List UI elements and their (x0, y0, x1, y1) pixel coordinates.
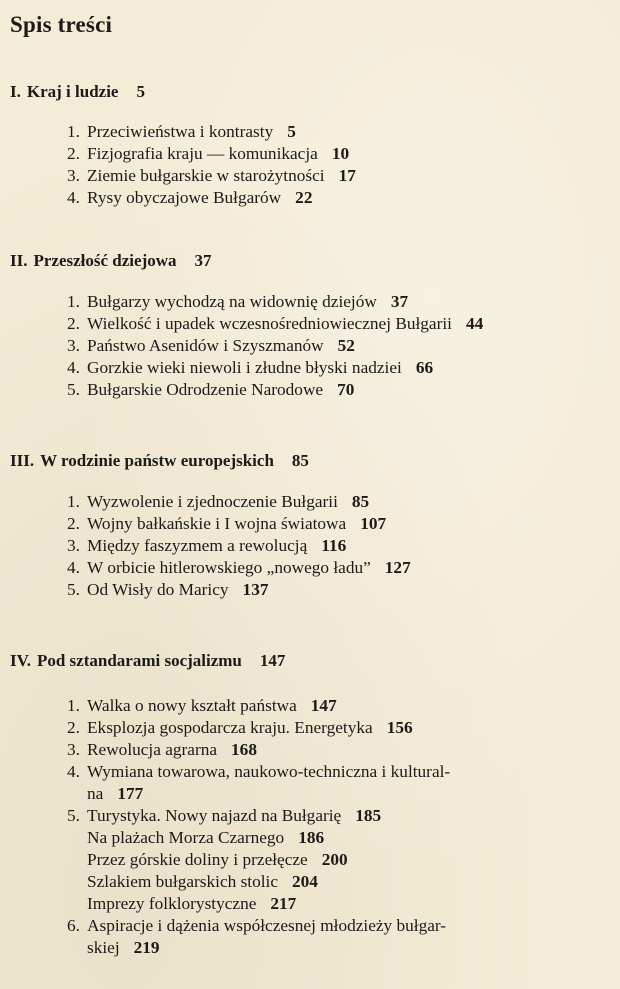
entry-page: 147 (310, 696, 337, 715)
entry-page: 70 (337, 380, 355, 399)
entry-number: 1. (67, 492, 80, 511)
entry-number: 3. (67, 336, 80, 355)
toc-subentry (67, 827, 450, 849)
part-page: 37 (194, 251, 212, 270)
entry-page: 44 (465, 314, 484, 333)
toc-entry (67, 491, 411, 513)
part-heading-4 (10, 651, 285, 671)
toc-title: Spis treści (10, 12, 113, 37)
toc-entry (67, 557, 411, 579)
entry-title: Fizjografia kraju — komunikacja (87, 144, 318, 163)
chapter-list-3 (67, 491, 411, 601)
toc-entry (67, 357, 483, 379)
entry-title: Przeciwieństwa i kontrasty (87, 122, 274, 141)
part-heading-3 (10, 451, 309, 471)
toc-entry (67, 579, 411, 601)
entry-title: Walka o nowy kształt państwa (87, 696, 297, 715)
entry-number: 4. (67, 558, 80, 577)
entry-page: 185 (355, 806, 382, 825)
part-number: I. (10, 82, 21, 101)
entry-number: 3. (67, 740, 80, 759)
entry-number: 3. (67, 536, 80, 555)
entry-number: 4. (67, 358, 80, 377)
entry-title: Między faszyzmem a rewolucją (87, 536, 308, 555)
entry-page: 22 (295, 188, 313, 207)
subentry-title: Przez górskie doliny i przełęcze (87, 850, 308, 869)
toc-entry (67, 313, 483, 335)
part-heading-1 (10, 82, 145, 102)
entry-number: 4. (67, 762, 80, 781)
entry-number: 1. (67, 122, 80, 141)
part-number: II. (10, 251, 28, 270)
toc-entry (67, 805, 450, 827)
toc-entry (67, 143, 356, 165)
subentry-page: 204 (292, 872, 318, 891)
entry-page: 37 (390, 292, 409, 311)
entry-title: Aspiracje i dążenia współczesnej młodzieży bułgar- (87, 916, 447, 935)
entry-title: Państwo Asenidów i Szyszmanów (87, 336, 324, 355)
entry-number: 5. (67, 806, 80, 825)
part-page: 85 (291, 451, 309, 470)
subentry-title: Na plażach Morza Czarnego (87, 828, 285, 847)
entry-title: Od Wisły do Maricy (87, 580, 229, 599)
toc-subentry (67, 849, 450, 871)
chapter-list-4 (67, 695, 450, 959)
entry-page: 168 (231, 740, 257, 759)
subentry-title: Imprezy folklorystyczne (87, 894, 257, 913)
entry-number: 3. (67, 166, 80, 185)
entry-page: 177 (117, 784, 144, 803)
entry-title: Wymiana towarowa, naukowo-techniczna i kultural- (87, 762, 451, 781)
entry-title: Turystyka. Nowy najazd na Bułgarię (87, 806, 342, 825)
entry-page: 116 (321, 536, 347, 555)
entry-title: Rewolucja agrarna (87, 740, 218, 759)
toc-entry (67, 739, 450, 761)
toc-subentry (67, 893, 450, 915)
toc-entry (67, 761, 450, 805)
entry-page: 66 (415, 358, 434, 377)
entry-page: 127 (384, 558, 411, 577)
toc-entry (67, 335, 483, 357)
part-page: 5 (136, 82, 145, 101)
entry-number: 1. (67, 292, 80, 311)
entry-number: 5. (67, 380, 80, 399)
entry-page: 219 (133, 938, 160, 957)
part-title: Przeszłość dziejowa (33, 251, 177, 270)
entry-number: 2. (67, 314, 80, 333)
entry-page: 52 (337, 336, 355, 355)
part-page: 147 (259, 651, 286, 670)
toc-entry (67, 513, 411, 535)
entry-number: 5. (67, 580, 80, 599)
entry-page: 17 (338, 166, 356, 185)
entry-number: 2. (67, 144, 80, 163)
chapter-list-1 (67, 121, 356, 209)
entry-title: Bułgarskie Odrodzenie Narodowe (87, 380, 324, 399)
entry-title: Eksplozja gospodarcza kraju. Energetyka (87, 718, 373, 737)
entry-page: 10 (331, 144, 350, 163)
toc-entry (67, 187, 356, 209)
entry-title: Wyzwolenie i zjednoczenie Bułgarii (87, 492, 338, 511)
entry-title: Wielkość i upadek wczesnośredniowiecznej Bułgarii (87, 314, 452, 333)
entry-title: Rysy obyczajowe Bułgarów (87, 188, 282, 207)
entry-page: 156 (386, 718, 413, 737)
subentry-page: 200 (321, 850, 348, 869)
part-title: W rodzinie państw europejskich (40, 451, 274, 470)
part-number: III. (10, 451, 35, 470)
entry-page: 85 (351, 492, 370, 511)
part-title: Kraj i ludzie (26, 82, 119, 101)
part-number: IV. (10, 651, 31, 670)
entry-page: 5 (287, 122, 296, 141)
entry-title-continued: na (87, 784, 104, 803)
entry-title-continued: skiej (87, 938, 120, 957)
entry-number: 4. (67, 188, 80, 207)
entry-title: Ziemie bułgarskie w starożytności (87, 166, 325, 185)
entry-title: W orbicie hitlerowskiego „nowego ładu” (87, 558, 371, 577)
toc-entry (67, 121, 356, 143)
toc-entry (67, 165, 356, 187)
toc-entry (67, 915, 450, 959)
toc-entry (67, 717, 450, 739)
toc-subentry (67, 871, 450, 893)
part-heading-2 (10, 251, 212, 271)
toc-entry (67, 379, 483, 401)
entry-number: 6. (67, 916, 80, 935)
toc-entry (67, 695, 450, 717)
part-title: Pod sztandarami socjalizmu (36, 651, 242, 670)
chapter-list-2 (67, 291, 483, 401)
entry-number: 1. (67, 696, 80, 715)
subentry-page: 217 (270, 894, 297, 913)
entry-title: Wojny bałkańskie i I wojna światowa (87, 514, 347, 533)
entry-page: 107 (360, 514, 387, 533)
toc-entry (67, 291, 483, 313)
entry-page: 137 (242, 580, 269, 599)
toc-entry (67, 535, 411, 557)
subentry-title: Szlakiem bułgarskich stolic (87, 872, 279, 891)
entry-title: Gorzkie wieki niewoli i złudne błyski nadziei (87, 358, 402, 377)
subentry-page: 186 (298, 828, 325, 847)
entry-number: 2. (67, 514, 80, 533)
entry-title: Bułgarzy wychodzą na widownię dziejów (87, 292, 377, 311)
entry-number: 2. (67, 718, 80, 737)
